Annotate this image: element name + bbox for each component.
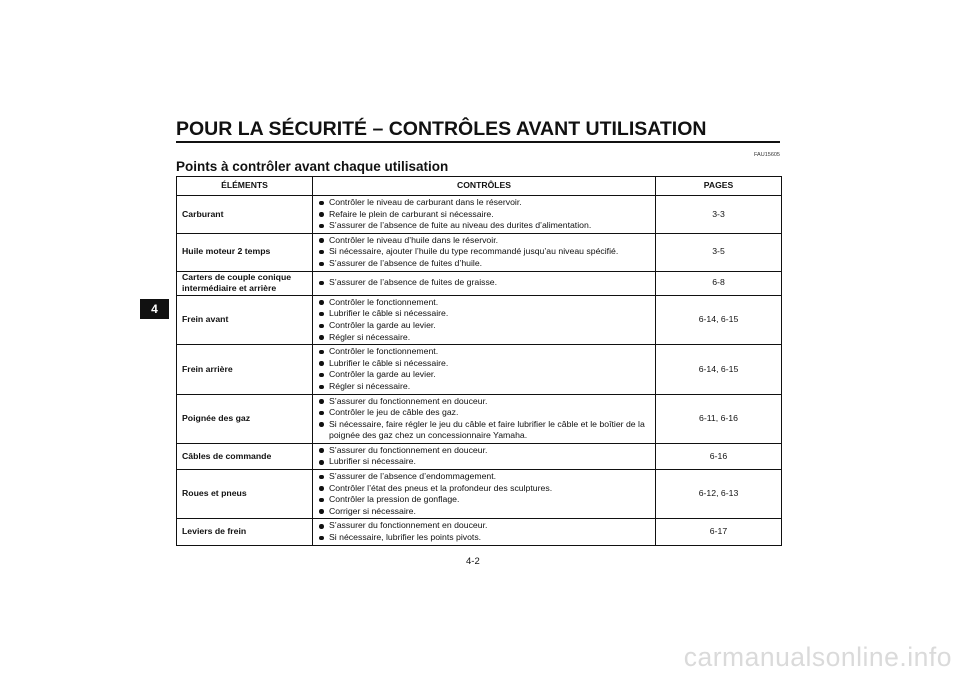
section-code: FAU15605: [754, 152, 780, 158]
check-item: Contrôler le niveau de carburant dans le réservoir.: [318, 197, 650, 209]
checks-list: [318, 196, 650, 233]
page-title: POUR LA SÉCURITÉ – CONTRÔLES AVANT UTILISATION: [176, 118, 707, 140]
item-cell: Frein avant: [177, 295, 313, 344]
check-item: Contrôler la garde au levier.: [318, 320, 650, 332]
column-header-pages: PAGES: [656, 177, 782, 196]
check-item: Refaire le plein de carburant si nécessaire.: [318, 209, 650, 221]
check-item: Contrôler le niveau d’huile dans le réservoir.: [318, 235, 650, 247]
check-item: S’assurer du fonctionnement en douceur.: [318, 396, 650, 408]
checks-list: [318, 296, 650, 344]
chapter-tab: 4: [140, 299, 169, 319]
check-item: S’assurer de l’absence de fuites de graisse.: [318, 277, 650, 289]
item-cell: Roues et pneus: [177, 470, 313, 519]
column-header-items: ÉLÉMENTS: [177, 177, 313, 196]
section-title: Points à contrôler avant chaque utilisation: [176, 159, 449, 174]
column-header-checks: CONTRÔLES: [313, 177, 656, 196]
pages-cell: 3-5: [656, 233, 782, 271]
pages-cell: 3-3: [656, 196, 782, 234]
check-item: Contrôler l’état des pneus et la profondeur des sculptures.: [318, 483, 650, 495]
table-row: [177, 233, 782, 271]
check-item: S’assurer du fonctionnement en douceur.: [318, 520, 650, 532]
page-number: 4-2: [466, 556, 480, 567]
checks-cell: [313, 295, 656, 344]
table-row: [177, 271, 782, 295]
check-item: Corriger si nécessaire.: [318, 506, 650, 518]
checks-list: [318, 234, 650, 271]
check-item: Contrôler la garde au levier.: [318, 369, 650, 381]
checks-cell: [313, 233, 656, 271]
checks-list: [318, 395, 650, 443]
check-item: S’assurer de l’absence de fuites d’huile.: [318, 258, 650, 270]
check-item: Lubrifier le câble si nécessaire.: [318, 358, 650, 370]
pages-cell: 6-12, 6-13: [656, 470, 782, 519]
table-row: [177, 295, 782, 344]
item-cell: Carters de couple conique intermédiaire et arrière: [177, 271, 313, 295]
checks-list: [318, 519, 650, 544]
table-body: [177, 196, 782, 546]
check-item: Lubrifier le câble si nécessaire.: [318, 308, 650, 320]
checks-list: [318, 470, 650, 518]
checks-list: [318, 444, 650, 469]
table-row: [177, 345, 782, 394]
item-cell: Carburant: [177, 196, 313, 234]
table-header-row: [177, 177, 782, 196]
checks-cell: [313, 519, 656, 545]
check-item: Contrôler la pression de gonflage.: [318, 494, 650, 506]
watermark: carmanualsonline.info: [683, 642, 952, 672]
title-rule: [176, 141, 780, 143]
check-item: Contrôler le fonctionnement.: [318, 346, 650, 358]
table-row: [177, 394, 782, 443]
check-item: S’assurer de l’absence d’endommagement.: [318, 471, 650, 483]
pages-cell: 6-8: [656, 271, 782, 295]
checks-cell: [313, 196, 656, 234]
checks-cell: [313, 345, 656, 394]
check-item: Régler si nécessaire.: [318, 381, 650, 393]
checks-cell: [313, 394, 656, 443]
check-item: Si nécessaire, faire régler le jeu du câble et faire lubrifier le câble et le boîtier de la poignée des gaz chez un concessionnaire Yamaha.: [318, 419, 650, 442]
checks-cell: [313, 271, 656, 295]
pages-cell: 6-11, 6-16: [656, 394, 782, 443]
checks-list: [318, 345, 650, 393]
checks-cell: [313, 443, 656, 469]
table-row: [177, 196, 782, 234]
check-item: Si nécessaire, lubrifier les points pivots.: [318, 532, 650, 544]
pages-cell: 6-16: [656, 443, 782, 469]
pages-cell: 6-17: [656, 519, 782, 545]
checks-list: [318, 276, 650, 290]
check-item: Si nécessaire, ajouter l’huile du type recommandé jusqu’au niveau spécifié.: [318, 246, 650, 258]
check-item: S’assurer de l’absence de fuite au niveau des durites d’alimentation.: [318, 220, 650, 232]
check-item: Régler si nécessaire.: [318, 332, 650, 344]
item-cell: Huile moteur 2 temps: [177, 233, 313, 271]
check-item: Lubrifier si nécessaire.: [318, 456, 650, 468]
item-cell: Leviers de frein: [177, 519, 313, 545]
table-row: [177, 443, 782, 469]
check-item: S’assurer du fonctionnement en douceur.: [318, 445, 650, 457]
table-row: [177, 519, 782, 545]
checks-table: [176, 176, 782, 546]
item-cell: Frein arrière: [177, 345, 313, 394]
item-cell: Câbles de commande: [177, 443, 313, 469]
pages-cell: 6-14, 6-15: [656, 345, 782, 394]
checks-cell: [313, 470, 656, 519]
table-row: [177, 470, 782, 519]
check-item: Contrôler le fonctionnement.: [318, 297, 650, 309]
item-cell: Poignée des gaz: [177, 394, 313, 443]
pages-cell: 6-14, 6-15: [656, 295, 782, 344]
check-item: Contrôler le jeu de câble des gaz.: [318, 407, 650, 419]
